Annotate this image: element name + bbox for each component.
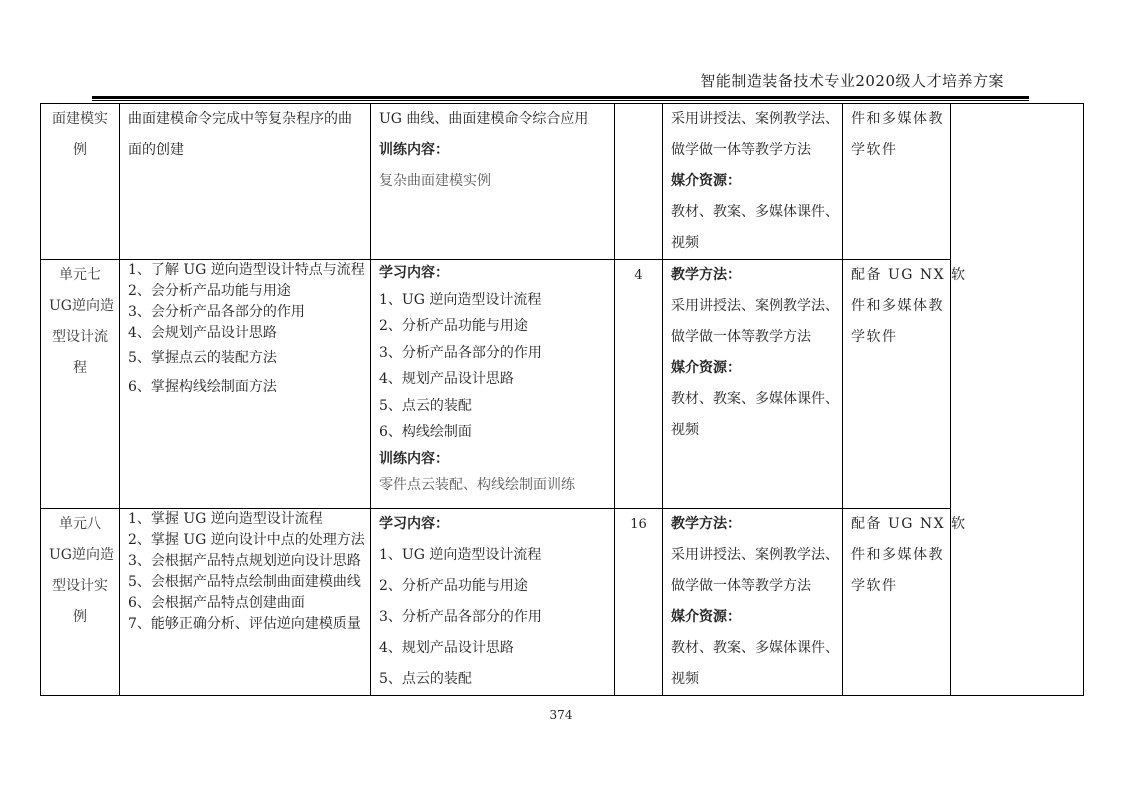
content-line: 复杂曲面建模实例 [379,173,491,189]
content-line: 训练内容： [379,450,449,467]
unit-name-line: 面建模实 [52,111,108,127]
methods-cell [663,104,843,260]
objective-line: 5、掌握点云的装配方法 [128,350,277,366]
content-cell [371,104,615,260]
empty-column-cell [951,104,1084,696]
resource-line: 件和多媒体教 [851,547,944,563]
resource-line: 学软件 [851,578,898,594]
hours-cell [615,104,663,260]
objective-line: 6、掌握构线绘制面方法 [128,379,277,395]
method-line: 媒介资源： [671,173,741,189]
content-line: 6、构线绘制面 [379,424,472,440]
method-line: 媒介资源： [671,360,741,376]
objective-line: 1、掌握 UG 逆向造型设计流程 [128,511,323,527]
unit-name-line: 例 [73,609,87,625]
objective-line: 4、会规划产品设计思路 [128,325,277,341]
objective-line: 2、会分析产品功能与用途 [128,283,291,299]
methods-cell [663,260,843,509]
method-line: 视频 [671,422,699,438]
objective-line: 3、会根据产品特点规划逆向设计思路 [128,553,361,569]
content-line: 4、规划产品设计思路 [379,371,514,387]
method-line: 教材、教案、多媒体课件、 [671,640,839,656]
resource-line: 学软件 [851,329,898,345]
unit-name-line: 例 [73,142,87,158]
objectives-cell [120,104,371,260]
content-line: 5、点云的装配 [379,671,472,687]
content-line: 1、UG 逆向造型设计流程 [379,547,542,563]
unit-cell [41,260,120,509]
content-line: 2、分析产品功能与用途 [379,578,528,594]
document-header-title: 智能制造装备技术专业2020级人才培养方案 [700,72,1004,90]
resource-line: 配备 UG NX 软 [851,516,967,532]
resource-line: 配备 UG NX 软 [851,267,967,283]
method-line: 教材、教案、多媒体课件、 [671,391,839,407]
resource-line: 学软件 [851,142,898,158]
unit-name-line: 型设计实 [52,578,108,594]
content-line: 1、UG 逆向造型设计流程 [379,291,542,308]
method-line: 教学方法： [671,516,741,532]
content-line: 学习内容： [379,516,449,532]
content-line: 3、分析产品各部分的作用 [379,344,542,361]
method-line: 做学做一体等教学方法 [671,329,811,345]
content-line: UG 曲线、曲面建模命令综合应用 [379,111,589,127]
page-number: 374 [549,708,573,722]
unit-name-line: 单元七 [59,267,101,283]
objectives-cell [120,260,371,509]
header-rule-thick [92,96,1029,99]
unit-name-line: 单元八 [59,516,101,532]
content-line: 4、规划产品设计思路 [379,640,514,656]
hours-cell [615,260,663,509]
content-line: 学习内容： [379,265,449,281]
method-line: 采用讲授法、案例教学法、 [671,547,839,563]
table-row [41,260,1084,509]
resources-cell [843,509,967,696]
content-line: 训练内容： [379,142,449,158]
unit-name-line: UG逆向造 [49,298,114,314]
method-line: 视频 [671,235,699,251]
method-line: 采用讲授法、案例教学法、 [671,298,839,314]
content-line: 2、分析产品功能与用途 [379,318,528,334]
hours-cell [615,509,663,696]
methods-cell [663,509,843,696]
resources-cell [843,104,951,260]
content-cell [371,509,615,696]
unit-name-line: UG逆向造 [49,547,114,563]
unit-name-line: 型设计流 [52,329,108,345]
hours-value: 16 [630,517,647,532]
table-row [41,509,1084,696]
objective-line: 2、掌握 UG 逆向设计中点的处理方法 [128,532,365,548]
objective-line: 1、了解 UG 逆向造型设计特点与流程 [128,262,365,278]
objective-line: 曲面建模命令完成中等复杂程序的曲 [128,111,352,127]
objective-line: 7、能够正确分析、评估逆向建模质量 [128,616,361,632]
unit-name-line: 程 [73,360,87,376]
unit-cell [41,509,120,696]
objective-line: 6、会根据产品特点创建曲面 [128,595,305,611]
method-line: 视频 [671,671,699,687]
objective-line: 3、会分析产品各部分的作用 [128,304,305,320]
hours-value: 4 [634,268,643,283]
objectives-cell [120,509,371,696]
method-line: 教材、教案、多媒体课件、 [671,204,839,220]
table-row [41,104,1084,260]
objective-line: 面的创建 [128,142,184,158]
resources-cell [843,260,967,509]
content-line: 3、分析产品各部分的作用 [379,609,542,625]
content-cell [371,260,615,509]
method-line: 采用讲授法、案例教学法、 [671,111,839,127]
content-line: 5、点云的装配 [379,397,472,414]
header-rule-thin [92,100,1029,101]
curriculum-table [40,103,1084,696]
method-line: 教学方法： [671,267,741,283]
method-line: 做学做一体等教学方法 [671,142,811,158]
objective-line: 5、会根据产品特点绘制曲面建模曲线 [128,574,361,590]
resource-line: 件和多媒体教 [851,298,944,314]
resource-line: 件和多媒体教 [851,111,944,127]
unit-cell [41,104,120,260]
method-line: 媒介资源： [671,609,741,625]
content-line: 零件点云装配、构线绘制面训练 [379,477,575,493]
method-line: 做学做一体等教学方法 [671,578,811,594]
